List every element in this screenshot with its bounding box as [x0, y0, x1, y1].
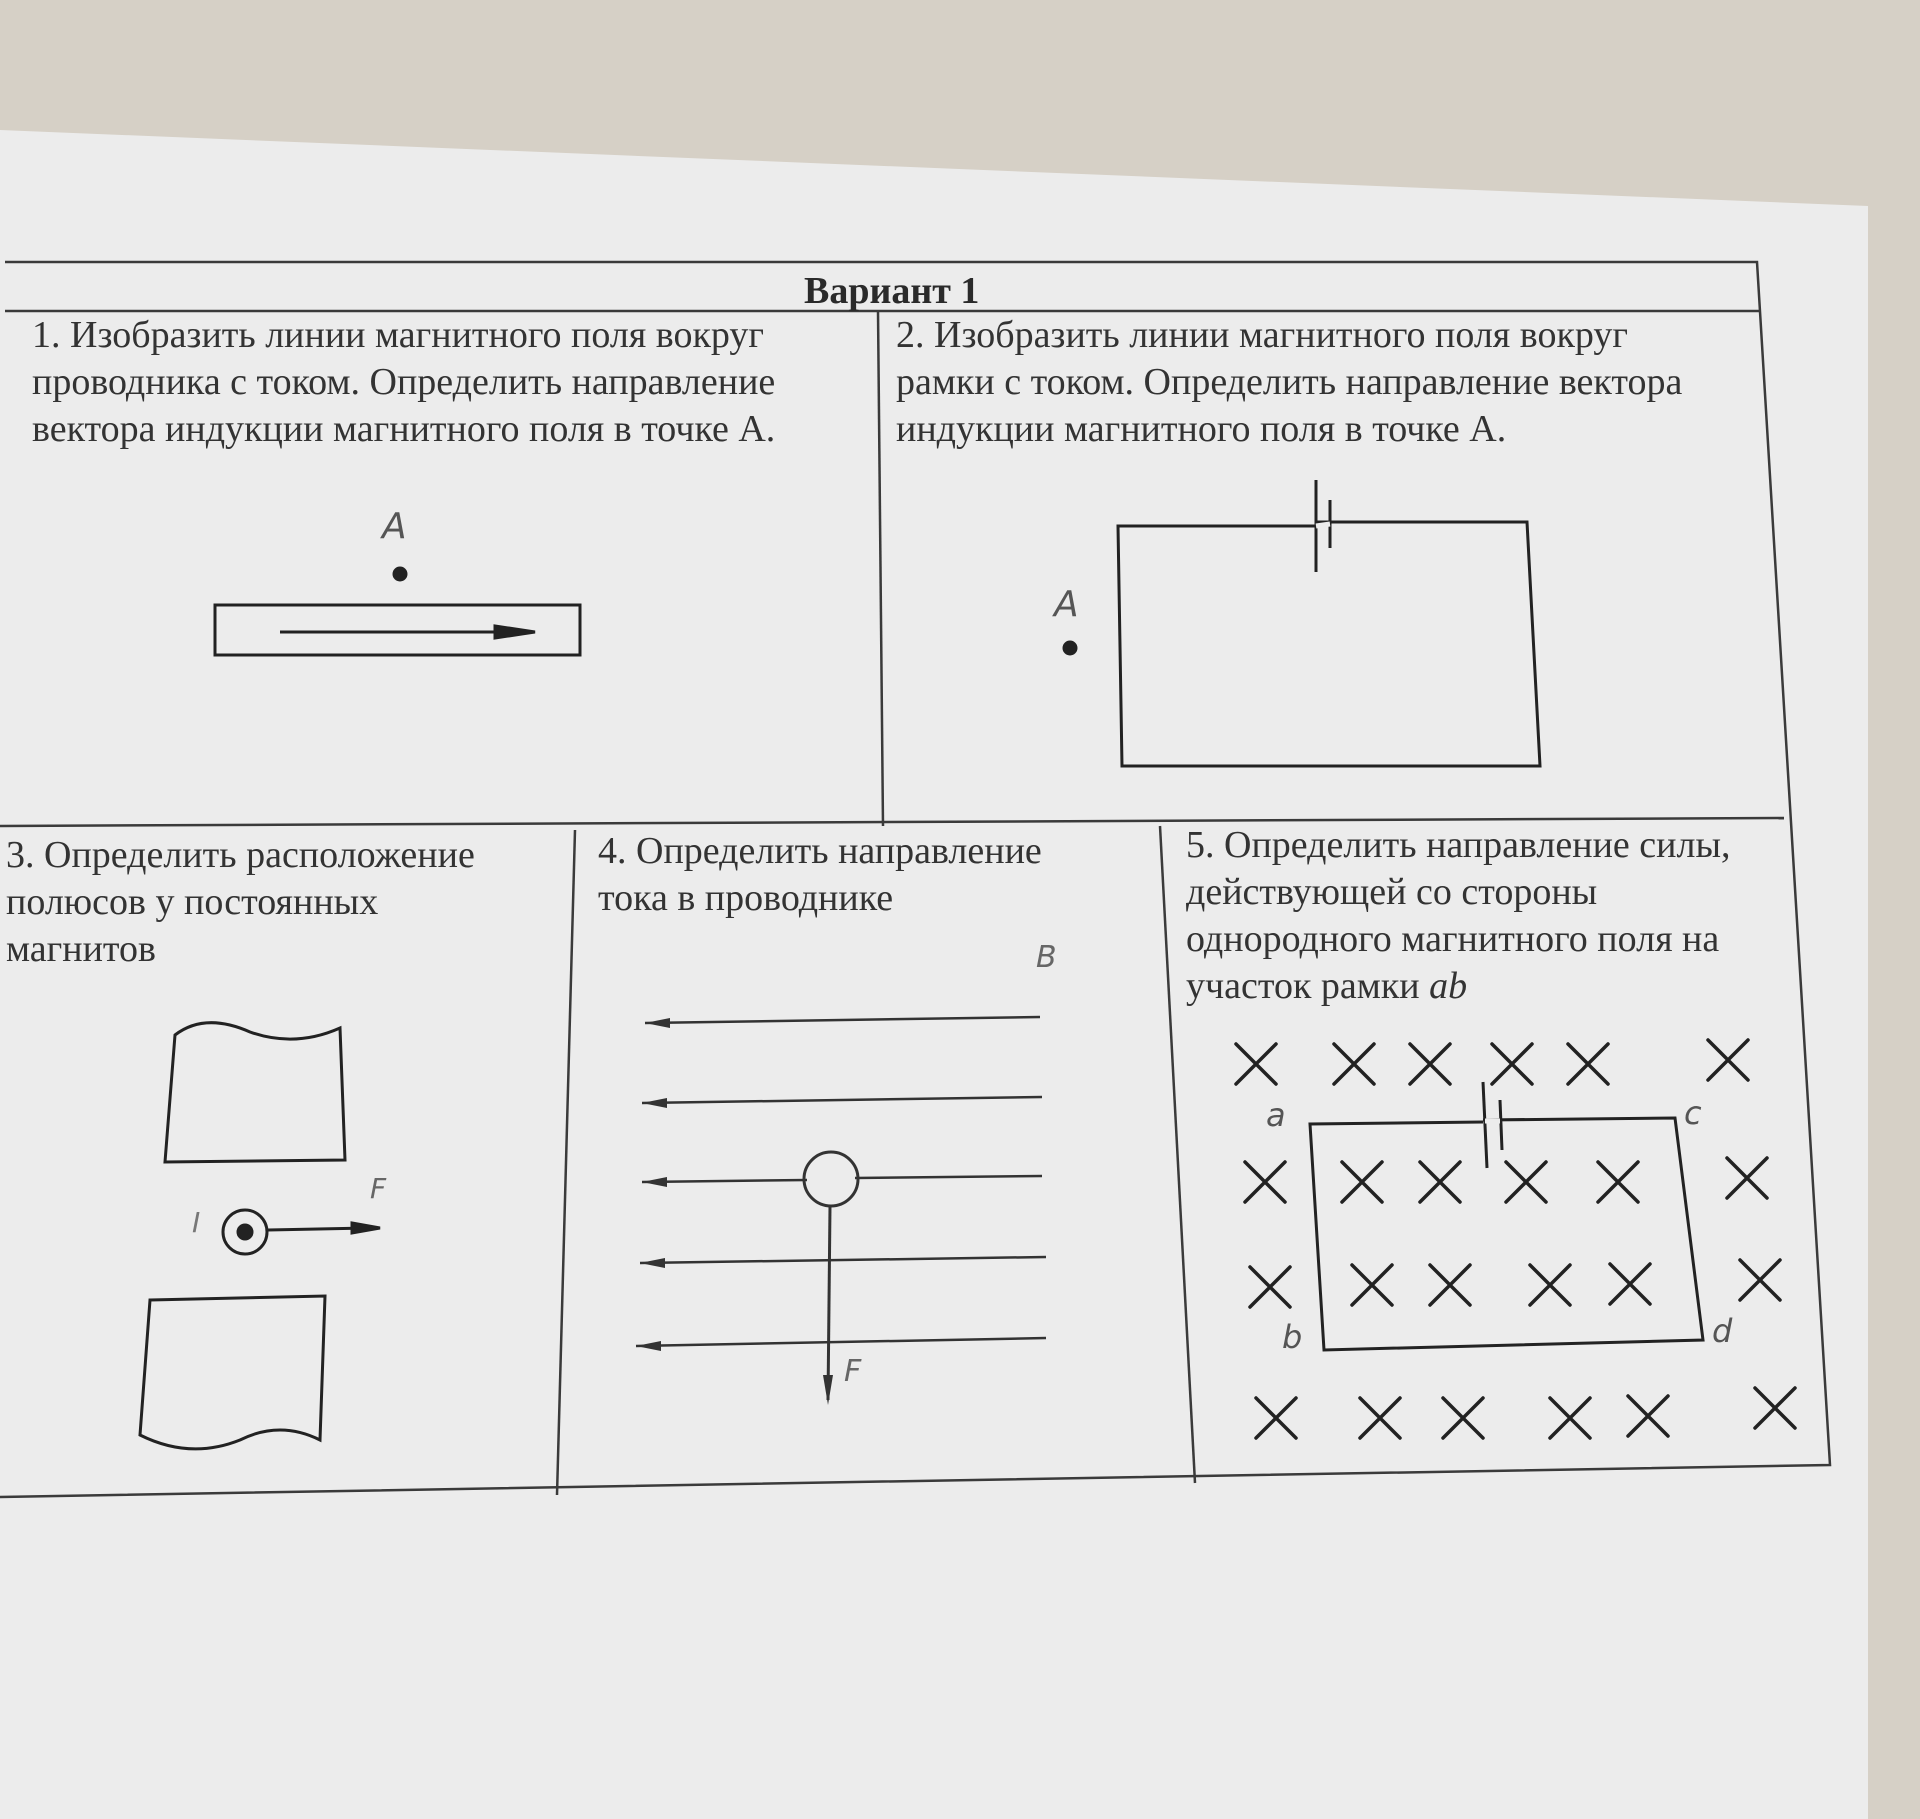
task3-line: полюсов у постоянных	[6, 881, 379, 923]
battery-short-plate-5	[1500, 1100, 1502, 1150]
field-line	[640, 1257, 1046, 1263]
field-cross-icon	[1755, 1388, 1795, 1428]
task5-last-prefix: участок рамки	[1186, 965, 1430, 1007]
field-cross-icon	[1250, 1267, 1290, 1307]
field-cross-icon	[1492, 1044, 1532, 1084]
field-cross-icon	[1342, 1162, 1382, 1202]
field-cross-icon	[1708, 1040, 1748, 1080]
task5-corner-d: d	[1712, 1312, 1733, 1350]
current-arrow-head	[495, 626, 535, 638]
field-cross-icon	[1443, 1398, 1483, 1438]
field-cross-icon	[1598, 1162, 1638, 1202]
task4-line: тока в проводнике	[598, 877, 894, 919]
field-cross-icon	[1352, 1265, 1392, 1305]
task2-diagram	[1064, 480, 1540, 766]
task3-line: 3. Определить расположение	[6, 834, 475, 876]
conductor-circle-4	[804, 1152, 858, 1206]
task5-corner-a: a	[1266, 1096, 1286, 1134]
task5-diagram	[1310, 1082, 1703, 1350]
magnet-bottom	[140, 1296, 325, 1449]
field-cross-icon	[1334, 1044, 1374, 1084]
battery-long-plate-5	[1483, 1082, 1487, 1168]
field-cross-icon	[1256, 1398, 1296, 1438]
field-cross-icon	[1727, 1158, 1767, 1198]
task4-text	[598, 828, 1042, 922]
task5-segment-label: ab	[1429, 965, 1468, 1007]
field-lines	[636, 1017, 1046, 1346]
task3-current-label: I	[192, 1206, 201, 1239]
cell-divider-3-4	[557, 830, 575, 1495]
task4-diagram	[636, 1017, 1046, 1405]
field-cross-icon	[1530, 1265, 1570, 1305]
task4-field-label: B	[1036, 940, 1057, 975]
point-a-dot-1	[394, 568, 406, 580]
task2-text	[896, 312, 1682, 453]
task1-line: 1. Изобразить линии магнитного поля вокруг	[32, 314, 765, 356]
field-cross-icon	[1506, 1162, 1546, 1202]
page-title: Вариант 1	[804, 270, 980, 312]
force-arrow-4	[828, 1206, 830, 1400]
task1-line: проводника с током. Определить направление	[32, 361, 776, 403]
frame-5	[1310, 1118, 1703, 1350]
field-cross-icon	[1420, 1162, 1460, 1202]
task4-force-label: F	[844, 1354, 862, 1389]
task5-text	[1186, 822, 1731, 1010]
cell-divider-1-2	[878, 311, 883, 826]
task5-line: действующей со стороны	[1186, 871, 1598, 913]
task1-text	[32, 312, 775, 453]
field-cross-icon	[1550, 1398, 1590, 1438]
task2-point-label: A	[1054, 584, 1079, 625]
task1-line: вектора индукции магнитного поля в точке А.	[32, 408, 776, 450]
field-cross-icon	[1236, 1044, 1276, 1084]
field-line	[855, 1176, 1042, 1178]
task4-line: 4. Определить направление	[598, 830, 1042, 872]
point-a-dot-2	[1064, 642, 1076, 654]
task3-force-label: F	[370, 1172, 387, 1205]
task5-line: 5. Определить направление силы,	[1186, 824, 1731, 866]
conductor-dot	[238, 1225, 252, 1239]
magnet-top	[165, 1023, 345, 1162]
field-cross-icon	[1740, 1260, 1780, 1300]
force-arrow-head-4	[823, 1375, 833, 1405]
force-arrow-head	[352, 1223, 380, 1233]
task3-line: магнитов	[6, 928, 156, 970]
task2-line: рамки с током. Определить направление вектора	[896, 361, 1683, 403]
task3-diagram	[140, 1023, 380, 1449]
field-cross-icon	[1360, 1398, 1400, 1438]
field-line	[645, 1017, 1040, 1023]
task2-line: 2. Изобразить линии магнитного поля вокруг	[896, 314, 1629, 356]
field-line	[636, 1338, 1046, 1346]
task1-diagram	[215, 568, 580, 655]
field-cross-icon	[1410, 1044, 1450, 1084]
task5-corner-c: c	[1684, 1094, 1702, 1132]
field-line	[642, 1097, 1042, 1103]
field-cross-icon	[1628, 1396, 1668, 1436]
field-crosses	[1236, 1040, 1795, 1438]
task5-corner-b: b	[1282, 1318, 1303, 1356]
task2-line: индукции магнитного поля в точке А.	[896, 408, 1507, 450]
task3-text	[6, 832, 475, 973]
task5-line	[1186, 963, 1731, 1010]
task1-point-label: A	[382, 506, 407, 547]
frame-loop	[1118, 522, 1540, 766]
field-cross-icon	[1430, 1265, 1470, 1305]
task5-line: однородного магнитного поля на	[1186, 918, 1720, 960]
field-cross-icon	[1610, 1264, 1650, 1304]
field-cross-icon	[1568, 1044, 1608, 1084]
field-cross-icon	[1245, 1162, 1285, 1202]
field-arrow-heads	[636, 1018, 670, 1351]
